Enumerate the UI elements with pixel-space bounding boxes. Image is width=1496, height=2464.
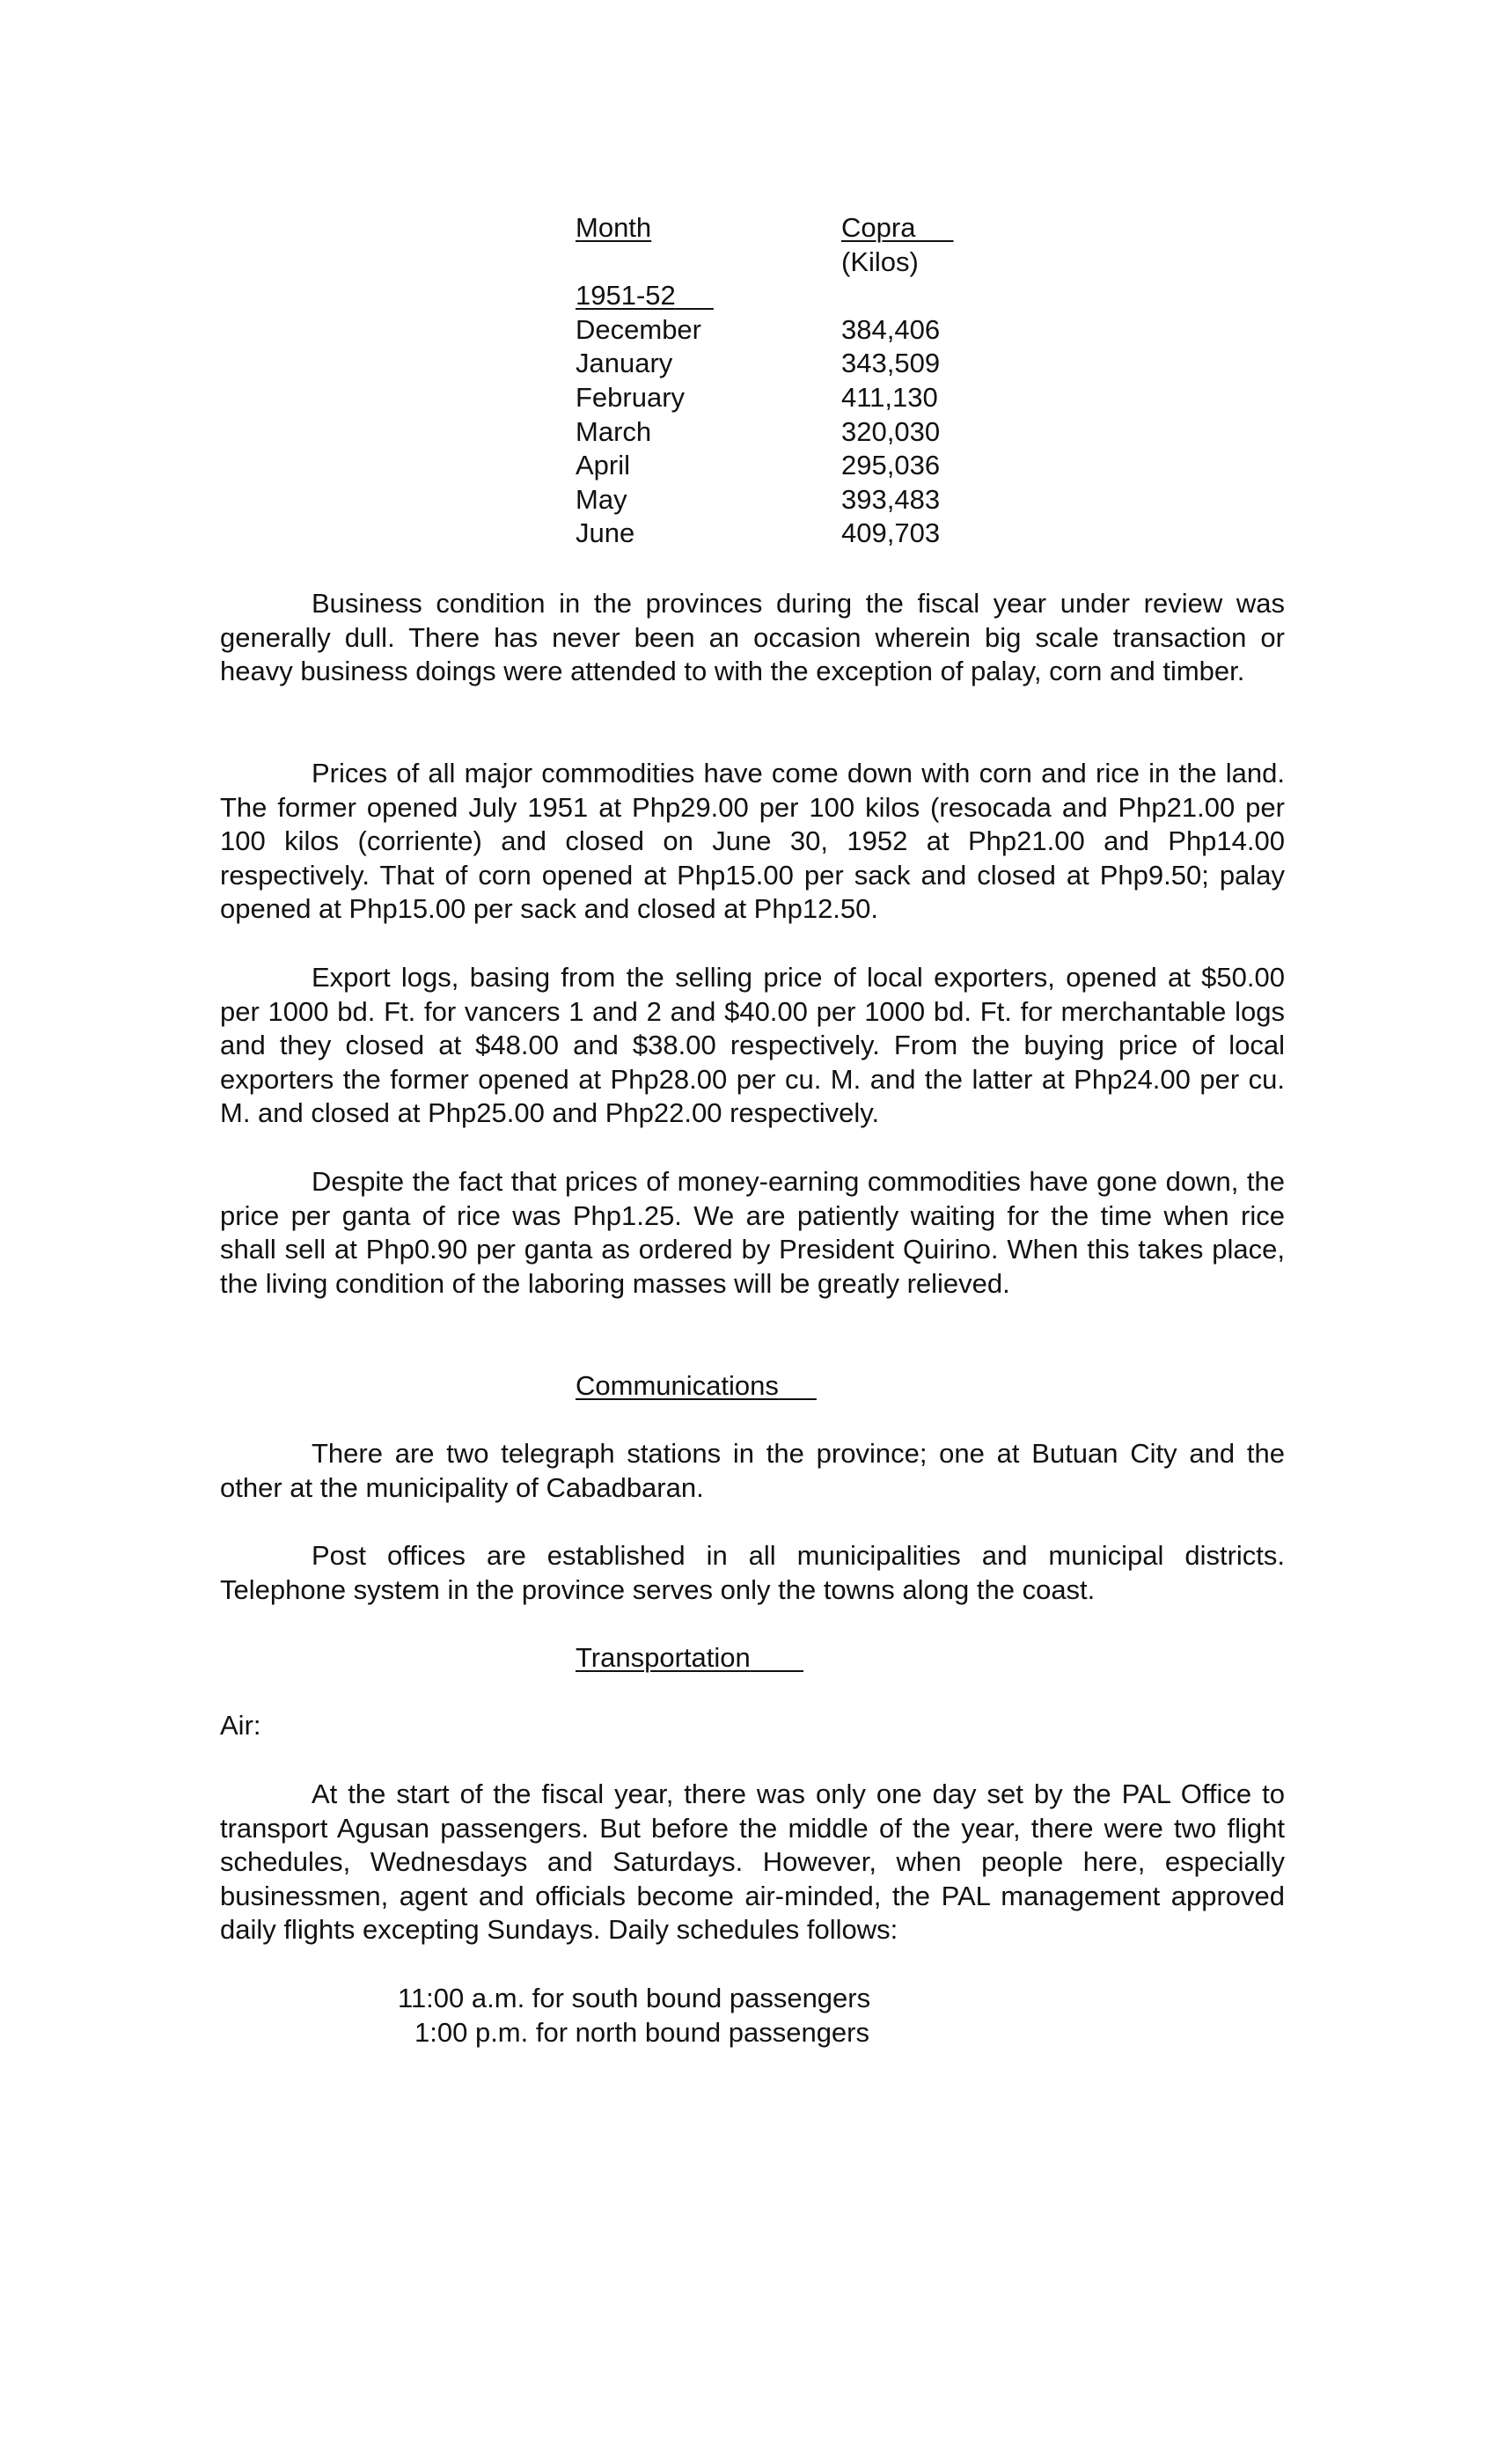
table-row (576, 347, 1068, 381)
label-air: Air: (220, 1710, 261, 1741)
period-label: 1951-52 (576, 280, 676, 312)
copra-table (576, 211, 1068, 551)
row-month: December (576, 313, 701, 345)
row-month: January (576, 348, 673, 379)
heading-transportation: Transportation (576, 1642, 751, 1673)
header-copra-text: Copra (841, 212, 916, 243)
paragraph-export-logs: Export logs, basing from the selling price of local exporters, opened at $50.00 per 1000 bd. Ft. for vancers 1 and 2 and $40.00 per 1000 bd. Ft. for merchantable logs and they closed at $48.00 and $38.00 respectively. From the buying price of local exporters the former opened at Php28.00 per cu. M. and the latter at Php24.00 per cu. M. and closed at Php25.00 and Php22.00 respectively. (220, 962, 1285, 1129)
paragraph-rice: Despite the fact that prices of money-earning commodities have gone down, the price per ganta of rice was Php1.25. We are patiently waiting for the time when rice shall sell at Php0.90 per ganta as ordered by President Quirino. When this takes place, the living condition of the laboring masses will be greatly relieved. (220, 1166, 1285, 1299)
paragraph-telegraph: There are two telegraph stations in the province; one at Butuan City and the other at the municipality of Cabadbaran. (220, 1438, 1285, 1503)
heading-communications: Communications (576, 1370, 779, 1401)
row-month: April (576, 450, 631, 481)
table-row (576, 381, 1068, 415)
row-month: June (576, 517, 635, 549)
header-copra (841, 211, 954, 246)
schedule-south: 11:00 a.m. for south bound passengers (398, 1983, 871, 2013)
row-kilos: 295,036 (841, 450, 941, 481)
row-kilos: 393,483 (841, 483, 941, 515)
row-kilos: 384,406 (841, 313, 941, 345)
row-month: February (576, 381, 686, 413)
table-row (576, 517, 1068, 551)
table-row (576, 415, 1068, 450)
schedule-north: 1:00 p.m. for north bound passengers (414, 2016, 869, 2048)
table-row (576, 313, 1068, 348)
paragraph-prices: Prices of all major commodities have come down with corn and rice in the land. The former opened July 1951 at Php29.00 per 100 kilos (resocada and Php21.00 per 100 kilos (corriente) and closed on June 30, 1952 at Php21.00 and Php14.00 respectively. That of corn opened at Php15.00 per sack and closed at Php9.50; palay opened at Php15.00 per sack and closed at Php12.50. (220, 758, 1285, 925)
row-month: May (576, 483, 627, 515)
row-kilos: 411,130 (841, 381, 938, 413)
header-month: Month (576, 212, 652, 243)
paragraph-business-condition: Business condition in the provinces during the fiscal year under review was generally dull. There has never been an occasion wherein big scale transaction or heavy business doings were attended to with the exception of palay, corn and timber. (220, 588, 1285, 687)
table-row (576, 483, 1068, 517)
flight-schedule (398, 1982, 870, 2050)
table-row (576, 449, 1068, 483)
row-kilos: 409,703 (841, 517, 941, 549)
table-header-row (576, 211, 1068, 246)
table-period-row (576, 279, 1068, 313)
row-month: March (576, 415, 652, 447)
row-kilos: 343,509 (841, 348, 941, 379)
paragraph-post-offices: Post offices are established in all municipalities and municipal districts. Telephone system in the province serves only the towns along the coast. (220, 1540, 1285, 1605)
header-unit: (Kilos) (841, 246, 919, 277)
table-unit-row (576, 246, 1068, 280)
paragraph-air-transport: At the start of the fiscal year, there was only one day set by the PAL Office to transport Agusan passengers. But before the middle of the year, there were two flight schedules, Wednesdays and Saturdays. However, when people here, especially businessmen, agent and officials become air-minded, the PAL management approved daily flights excepting Sundays. Daily schedules follows: (220, 1778, 1285, 1946)
row-kilos: 320,030 (841, 415, 941, 447)
